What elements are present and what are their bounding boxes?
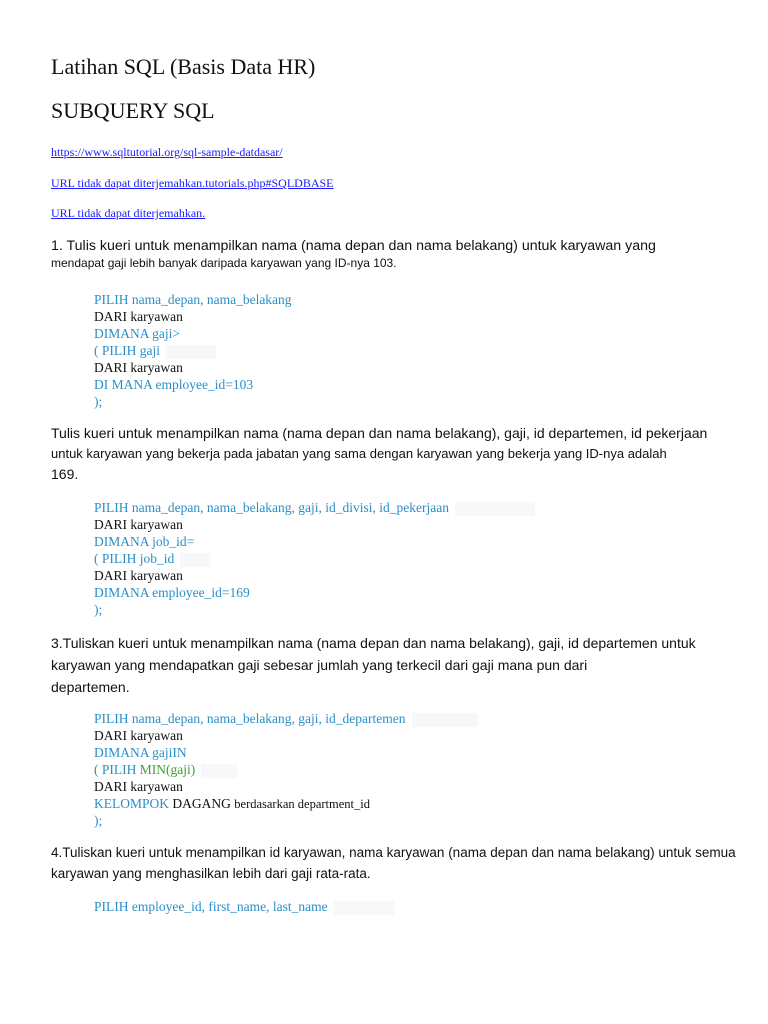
- code-line: ( PILIH job_id: [94, 550, 535, 567]
- code-line: DARI karyawan: [94, 360, 183, 375]
- question-3-line-3: departemen.: [51, 679, 130, 695]
- question-2-line-2: untuk karyawan yang bekerja pada jabatan yang sama dengan karyawan yang bekerja yang ID-nya adalah: [51, 446, 667, 461]
- code-line: ( PILIH MIN(gaji): [94, 761, 478, 778]
- code-line: DIMANA gaji>: [94, 326, 180, 341]
- code-block-1: [94, 291, 292, 410]
- code-line: PILIH employee_id, first_name, last_name: [94, 898, 394, 915]
- question-2-line-3: 169.: [51, 466, 79, 482]
- question-1: [51, 237, 767, 271]
- question-3-line-1: 3.Tuliskan kueri untuk menampilkan nama (nama depan dan nama belakang), gaji, id departemen untuk: [51, 635, 696, 651]
- question-1-line-1: 1. Tulis kueri untuk menampilkan nama (nama depan dan nama belakang) untuk karyawan yang: [51, 238, 656, 254]
- code-line: );: [94, 602, 103, 617]
- code-line: DIMANA employee_id=169: [94, 585, 250, 600]
- page-subtitle: SUBQUERY SQL: [51, 98, 215, 123]
- code-line: PILIH nama_depan, nama_belakang, gaji, id_departemen: [94, 710, 478, 727]
- code-line: DARI karyawan: [94, 728, 183, 743]
- question-4-line-1: 4.Tuliskan kueri untuk menampilkan id karyawan, nama karyawan (nama depan dan nama belakang) untuk semua: [51, 845, 736, 860]
- code-line: DIMANA job_id=: [94, 534, 195, 549]
- code-line: ( PILIH gaji: [94, 342, 292, 359]
- code-line: DARI karyawan: [94, 517, 183, 532]
- question-2-line-1: Tulis kueri untuk menampilkan nama (nama depan dan nama belakang), gaji, id departemen, id pekerjaan: [51, 425, 708, 441]
- code-line: DI MANA employee_id=103: [94, 377, 254, 392]
- question-4: [51, 842, 767, 884]
- link-untranslated[interactable]: URL tidak dapat diterjemahkan.: [51, 206, 206, 220]
- question-3-line-2: karyawan yang mendapatkan gaji sebesar jumlah yang terkecil dari gaji mana pun dari: [51, 657, 588, 673]
- link-sqltutorial[interactable]: https://www.sqltutorial.org/sql-sample-datdasar/: [51, 145, 283, 159]
- link-tutorials-sqldbase[interactable]: URL tidak dapat diterjemahkan.tutorials.php#SQLDBASE: [51, 176, 334, 190]
- question-3: [51, 632, 767, 698]
- code-line: );: [94, 394, 103, 409]
- code-line: DARI karyawan: [94, 779, 183, 794]
- question-1-line-2: mendapat gaji lebih banyak daripada karyawan yang ID-nya 103.: [51, 256, 397, 270]
- code-block-2: [94, 499, 535, 618]
- code-line: PILIH nama_depan, nama_belakang, gaji, id_divisi, id_pekerjaan: [94, 499, 535, 516]
- code-line: PILIH nama_depan, nama_belakang: [94, 292, 292, 307]
- code-line: DIMANA gajiIN: [94, 745, 187, 760]
- code-line: );: [94, 813, 103, 828]
- code-block-4: [94, 898, 394, 915]
- code-line: KELOMPOK DAGANG berdasarkan department_id: [94, 796, 370, 811]
- code-block-3: [94, 710, 478, 829]
- question-2: [51, 424, 767, 484]
- code-line: DARI karyawan: [94, 568, 183, 583]
- page-title: Latihan SQL (Basis Data HR): [51, 54, 316, 79]
- code-line: DARI karyawan: [94, 309, 183, 324]
- question-4-line-2: karyawan yang menghasilkan lebih dari gaji rata-rata.: [51, 866, 371, 881]
